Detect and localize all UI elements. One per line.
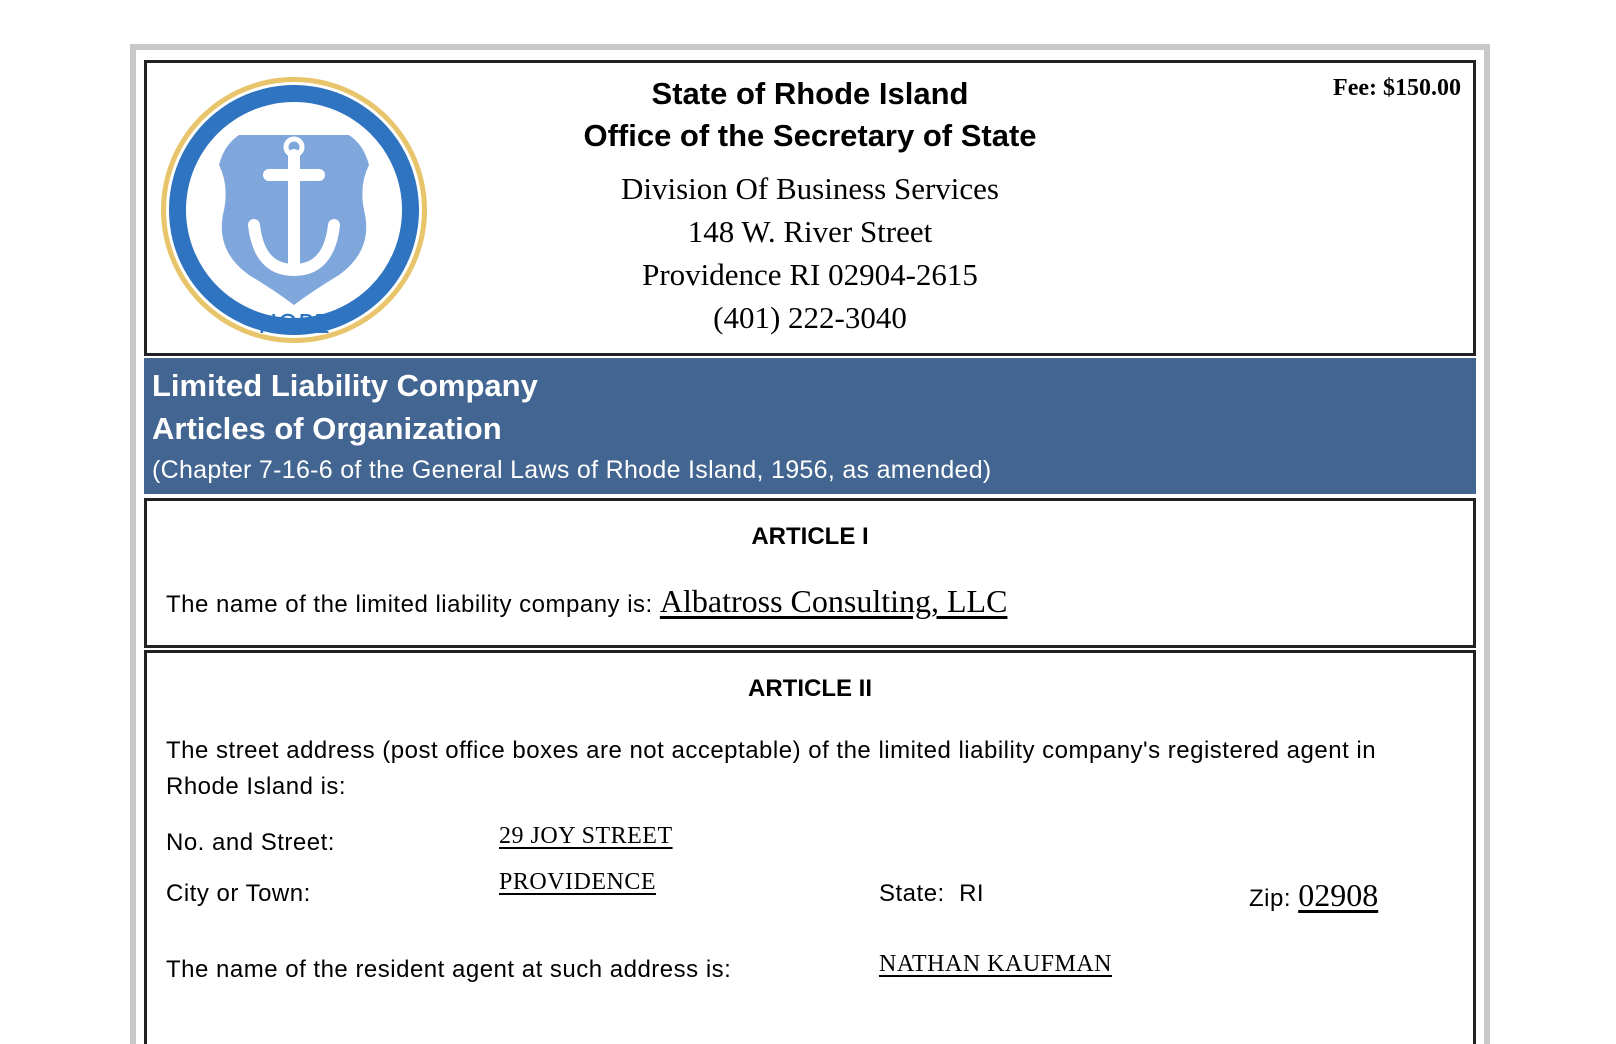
street-label: No. and Street: xyxy=(166,829,335,856)
zip-label: Zip: xyxy=(1249,885,1292,912)
agent-name-label: The name of the resident agent at such address is: xyxy=(166,956,732,983)
article-1-heading: ARTICLE I xyxy=(751,523,869,550)
seal-text: HOPE xyxy=(257,310,331,340)
city-label: City or Town: xyxy=(166,880,311,907)
division-line: Division Of Business Services xyxy=(620,171,999,206)
office-title: Office of the Secretary of State xyxy=(583,118,1037,153)
form-title-line1: Limited Liability Company xyxy=(152,368,538,403)
article-1-section xyxy=(144,498,1476,648)
state-title: State of Rhode Island xyxy=(651,76,969,111)
office-address xyxy=(147,167,1473,339)
form-title-banner xyxy=(144,358,1476,494)
company-name-value: Albatross Consulting, LLC xyxy=(659,583,1008,619)
form-title-line2: Articles of Organization xyxy=(152,411,502,446)
company-name-label: The name of the limited liability company is: xyxy=(166,591,653,618)
city-value: PROVIDENCE xyxy=(499,869,657,895)
city-line: Providence RI 02904-2615 xyxy=(642,257,978,292)
zip-row xyxy=(1249,877,1378,914)
article-2-heading: ARTICLE II xyxy=(748,675,872,702)
header-title-block xyxy=(147,73,1473,339)
zip-value: 02908 xyxy=(1298,877,1379,913)
statute-reference: (Chapter 7-16-6 of the General Laws of Rhode Island, 1956, as amended) xyxy=(152,456,992,484)
form-header xyxy=(144,60,1476,356)
state-label: State: xyxy=(879,880,945,907)
phone-line: (401) 222-3040 xyxy=(713,300,907,335)
agent-name-value: NATHAN KAUFMAN xyxy=(879,951,1113,977)
street-line: 148 W. River Street xyxy=(687,214,933,249)
company-name-row xyxy=(147,583,1473,623)
state-value: RI xyxy=(959,880,985,907)
agent-address-instructions: The street address (post office boxes are not acceptable) of the limited liability company's registered agent in Rhode Island is: xyxy=(166,737,1377,800)
state-row xyxy=(879,880,984,908)
fee-label: Fee: $150.00 xyxy=(1333,75,1461,101)
article-2-section xyxy=(144,650,1476,1044)
street-value: 29 JOY STREET xyxy=(499,823,673,849)
